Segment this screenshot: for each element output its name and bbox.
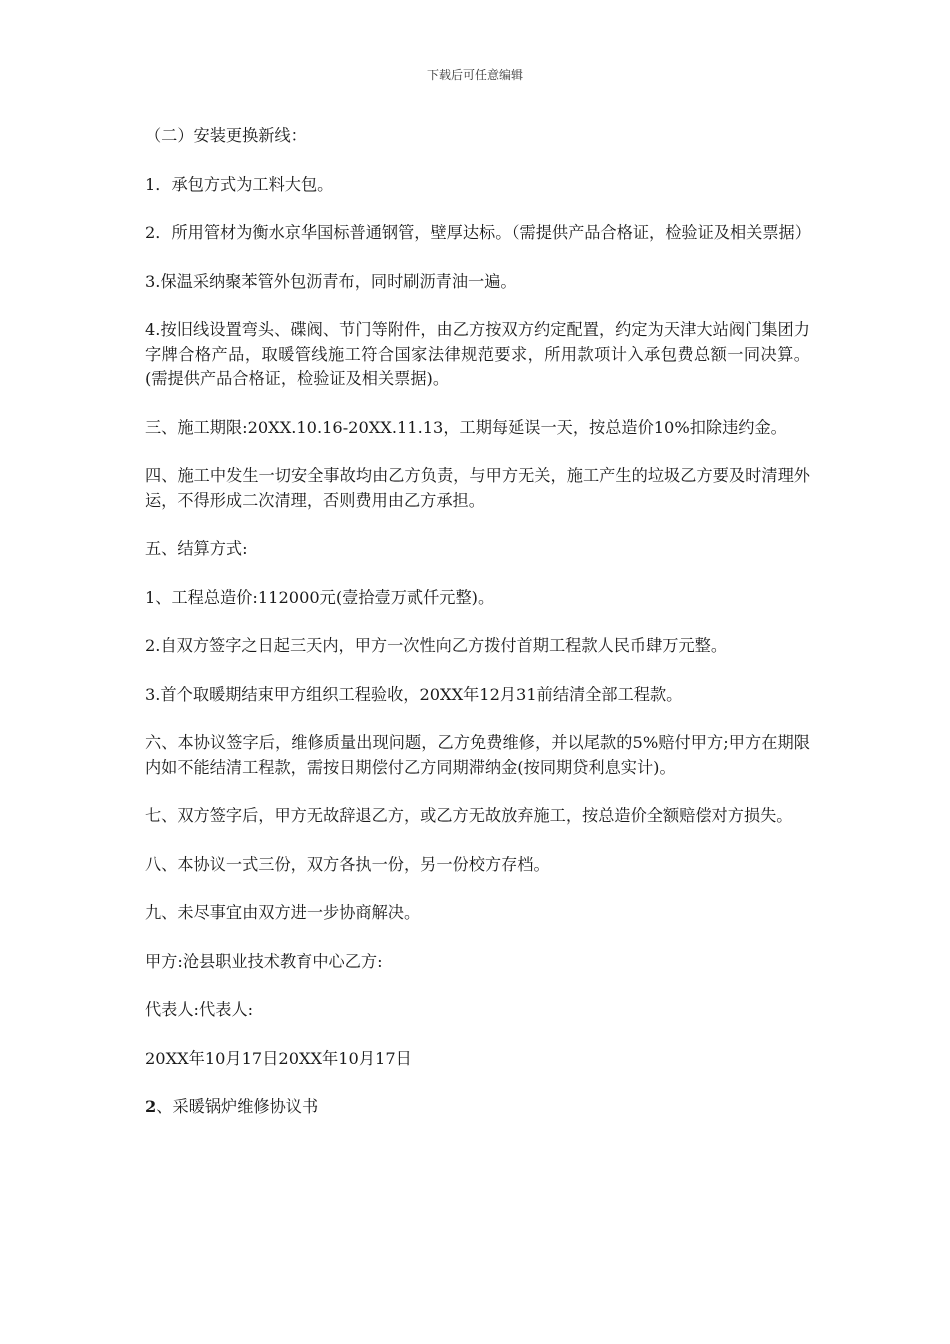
- paragraph: （二）安装更换新线：: [145, 126, 307, 145]
- paragraph: 八、本协议一式三份，双方各执一份，另一份校方存档。: [145, 854, 550, 874]
- paragraph: 2．所用管材为衡水京华国标普通钢管，壁厚达标。（需提供产品合格证，检验证及相关票据）: [145, 223, 811, 242]
- paragraph: 四、施工中发生一切安全事故均由乙方负责，与甲方无关，施工产生的垃圾乙方要及时清理外运，不得形成二次清理，否则费用由乙方承担。: [145, 466, 810, 510]
- paragraph: 4.按旧线设置弯头、碟阀、节门等附件，由乙方按双方约定配置，约定为天津大站阀门集团力字牌合格产品，取暖管线施工符合国家法律规范要求，所用款项计入承包费总额一同决算。(需提供产品合格证，检验证及相关票据)。: [145, 320, 810, 388]
- paragraph: 九、未尽事宜由双方进一步协商解决。: [145, 903, 421, 922]
- paragraph: 五、结算方式:: [145, 539, 248, 558]
- next-section-heading: [145, 1095, 810, 1120]
- paragraph: 七、双方签字后，甲方无故辞退乙方，或乙方无故放弃施工，按总造价全额赔偿对方损失。: [145, 806, 793, 825]
- signature-date-line: 20XX年10月17日20XX年10月17日: [145, 1048, 412, 1068]
- signature-representative-line: 代表人:代表人:: [145, 1000, 254, 1019]
- section-number: 2: [145, 1097, 157, 1116]
- signature-party-line: 甲方:沧县职业技术教育中心乙方:: [145, 951, 383, 971]
- paragraph: 3.首个取暖期结束甲方组织工程验收，20XX年12月31前结清全部工程款。: [145, 684, 683, 704]
- document-body: [145, 124, 810, 1144]
- paragraph: 1、工程总造价:112000元(壹拾壹万贰仟元整)。: [145, 587, 495, 607]
- paragraph: 三、施工期限:20XX.10.16-20XX.11.13，工期每延误一天，按总造价10%扣除违约金。: [145, 417, 787, 437]
- paragraph: 六、本协议签字后，维修质量出现问题，乙方免费维修，并以尾款的5%赔付甲方;甲方在期限内如不能结清工程款，需按日期偿付乙方同期滞纳金(按同期贷利息实计)。: [145, 733, 810, 777]
- section-title: 、采暖锅炉维修协议书: [156, 1097, 319, 1116]
- paragraph: 1．承包方式为工料大包。: [145, 174, 334, 194]
- paragraph: 2.自双方签字之日起三天内，甲方一次性向乙方拨付首期工程款人民币肆万元整。: [145, 636, 728, 655]
- page-header-note: 下载后可任意编辑: [426, 68, 523, 82]
- paragraph: 3.保温采纳聚苯管外包沥青布，同时刷沥青油一遍。: [145, 271, 517, 291]
